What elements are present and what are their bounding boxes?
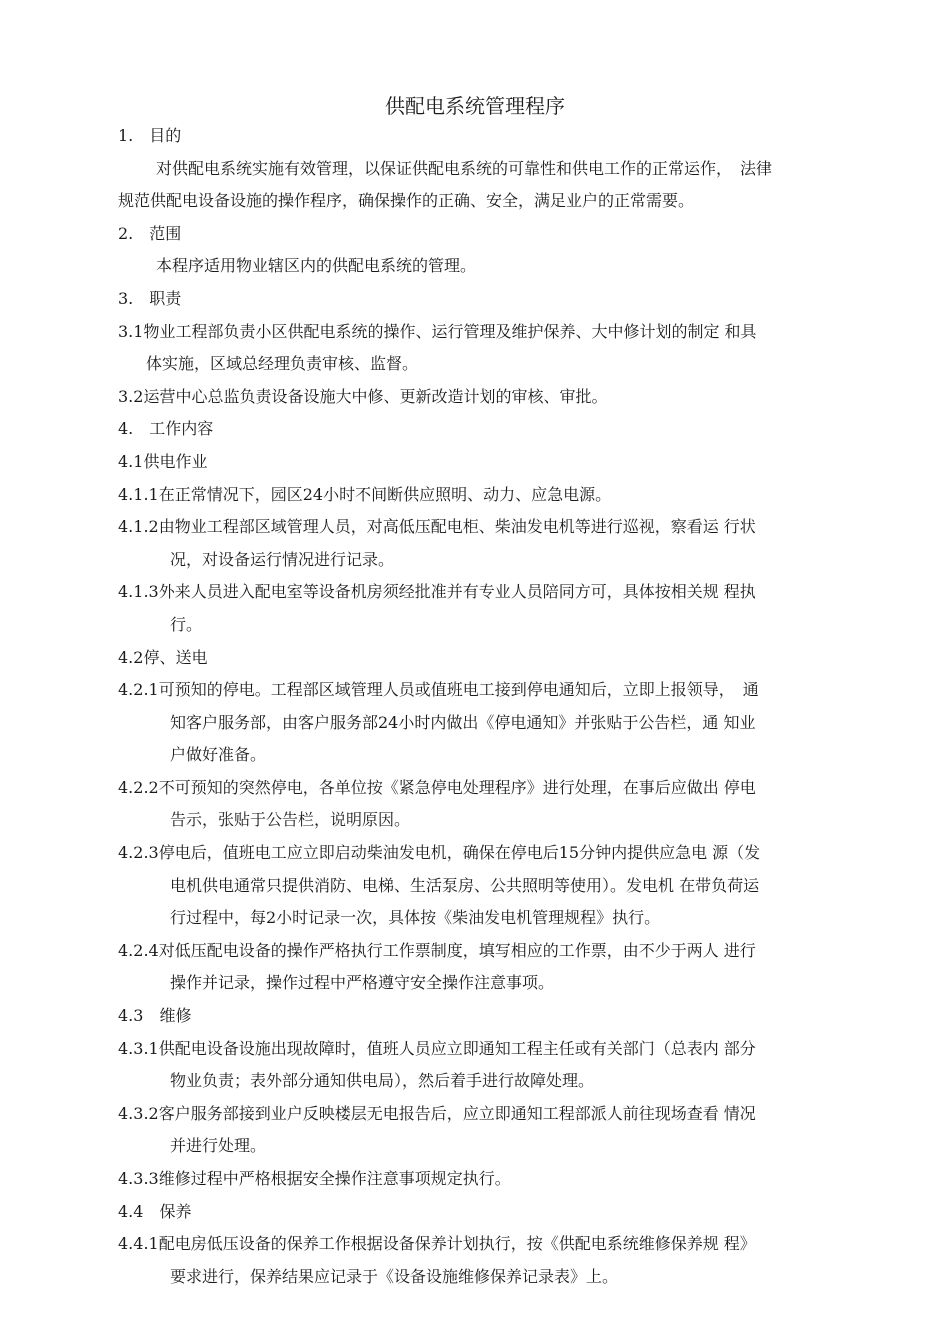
document-line: 3.1物业工程部负责小区供配电系统的操作、运行管理及维护保养、大中修计划的制定 和具 xyxy=(118,321,757,341)
document-line: 4.2.4对低压配电设备的操作严格执行工作票制度，填写相应的工作票，由不少于两人 进行 xyxy=(118,940,756,960)
document-line: 操作并记录，操作过程中严格遵守安全操作注意事项。 xyxy=(170,973,555,993)
document-line: 体实施，区域总经理负责审核、监督。 xyxy=(146,354,419,374)
document-line: 并进行处理。 xyxy=(170,1136,267,1156)
document-line: 对供配电系统实施有效管理，以保证供配电系统的可靠性和供电工作的正常运作， 法律 xyxy=(156,158,773,178)
document-line: 4.2停、送电 xyxy=(118,647,208,667)
document-line: 4.3 维修 xyxy=(118,1006,192,1026)
document-line: 4.4 保养 xyxy=(118,1201,192,1221)
document-line: 知客户服务部，由客户服务部24小时内做出《停电通知》并张贴于公告栏，通 知业 xyxy=(170,712,756,732)
document-line: 4. 工作内容 xyxy=(118,419,214,439)
document-title: 供配电系统管理程序 xyxy=(385,94,565,118)
document-line: 1. 目的 xyxy=(118,126,182,145)
document-line: 规范供配电设备设施的操作程序，确保操作的正确、安全，满足业户的正常需要。 xyxy=(118,191,695,211)
document-line: 4.1供电作业 xyxy=(118,451,208,471)
document-line: 3.2运营中心总监负责设备设施大中修、更新改造计划的审核、审批。 xyxy=(118,386,608,406)
document-line: 4.4.1配电房低压设备的保养工作根据设备保养计划执行，按《供配电系统维修保养规 程》 xyxy=(118,1234,756,1254)
document-line: 4.2.1可预知的停电。工程部区域管理人员或值班电工接到停电通知后，立即上报领导， 通 xyxy=(118,680,759,700)
document-line: 2. 范围 xyxy=(118,223,182,243)
document-line: 3. 职责 xyxy=(118,288,182,308)
document-line: 4.1.3外来人员进入配电室等设备机房须经批准并有专业人员陪同方可，具体按相关规 程执 xyxy=(118,582,756,602)
document-line: 4.1.2由物业工程部区域管理人员，对高低压配电柜、柴油发电机等进行巡视，察看运 行状 xyxy=(118,517,756,537)
document-line: 要求进行，保养结果应记录于《设备设施维修保养记录表》上。 xyxy=(170,1266,619,1286)
document-line: 电机供电通常只提供消防、电梯、生活泵房、公共照明等使用）。发电机 在带负荷运 xyxy=(170,875,760,895)
document-line: 物业负责；表外部分通知供电局），然后着手进行故障处理。 xyxy=(170,1071,595,1091)
document-line: 行。 xyxy=(170,614,203,634)
document-line: 4.2.2不可预知的突然停电，各单位按《紧急停电处理程序》进行处理，在事后应做出 停电 xyxy=(118,777,756,797)
document-line: 况，对设备运行情况进行记录。 xyxy=(170,549,395,569)
document-line: 告示，张贴于公告栏，说明原因。 xyxy=(170,810,411,830)
document-line: 4.3.3维修过程中严格根据安全操作注意事项规定执行。 xyxy=(118,1169,511,1188)
document-line: 4.2.3停电后，值班电工应立即启动柴油发电机，确保在停电后15分钟内提供应急电 源（发 xyxy=(118,843,761,863)
document-body xyxy=(118,120,860,1293)
document-line: 本程序适用物业辖区内的供配电系统的管理。 xyxy=(156,256,477,276)
document-line: 户做好准备。 xyxy=(170,745,267,765)
document-line: 4.3.2客户服务部接到业户反映楼层无电报告后，应立即通知工程部派人前往现场查看 情况 xyxy=(118,1103,756,1123)
document-line: 4.3.1供配电设备设施出现故障时，值班人员应立即通知工程主任或有关部门（总表内 部分 xyxy=(118,1038,756,1058)
document-line: 4.1.1在正常情况下，园区24小时不间断供应照明、动力、应急电源。 xyxy=(118,484,612,504)
document-line: 行过程中，每2小时记录一次，具体按《柴油发电机管理规程》执行。 xyxy=(170,908,661,928)
